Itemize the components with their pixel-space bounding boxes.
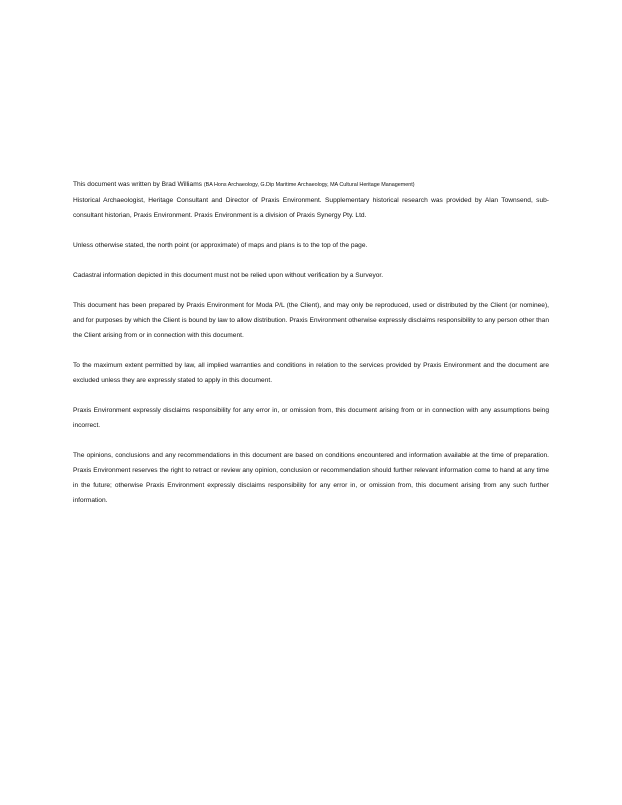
author-line: This document was written by Brad Williams [73,181,202,188]
authorship-paragraph [73,177,549,223]
cadastral-note: Cadastral information depicted in this document must not be relied upon without verification by a Surveyor. [73,272,384,279]
disclaimer-block [73,177,549,523]
warranties-disclaimer: To the maximum extent permitted by law, all implied warranties and conditions in relation to the services provided by Praxis Environment and the document are excluded unless they are expressly stated to apply in this document. [73,362,549,384]
error-omission-disclaimer: Praxis Environment expressly disclaims responsibility for any error in, or omission from, this document arising from or in connection with any assumptions being incorrect. [73,407,549,429]
author-qualifications: (BA Hons Archaeology, G.Dip Maritime Archaeology, MA Cultural Heritage Management) [203,182,415,188]
client-use-disclaimer: This document has been prepared by Praxis Environment for Moda P/L (the Client), and may only be reproduced, used or distributed by the Client (or nominee), and for purposes by which the Client is bound by law to allow distribution. Praxis Environment otherwise expressly disclaims responsibility to any person other than the Client arising from or in connection with this document. [73,302,549,339]
opinions-disclaimer: The opinions, conclusions and any recommendations in this document are based on conditions encountered and information available at the time of preparation. Praxis Environment reserves the right to retract or review any opinion, conclusion or recommendation should further relevant information come to hand at any time in the future; otherwise Praxis Environment expressly disclaims responsibility for any error in, or omission from, this document arising from any such further information. [73,452,549,504]
author-details: Historical Archaeologist, Heritage Consultant and Director of Praxis Environment. Supplementary historical research was provided by Alan Townsend, sub-consultant historian, Praxis Environment. Praxis Environment is a division of Praxis Synergy Pty. Ltd. [73,197,549,219]
author-credit [73,181,415,188]
north-point-note: Unless otherwise stated, the north point (or approximate) of maps and plans is to the top of the page. [73,242,368,249]
